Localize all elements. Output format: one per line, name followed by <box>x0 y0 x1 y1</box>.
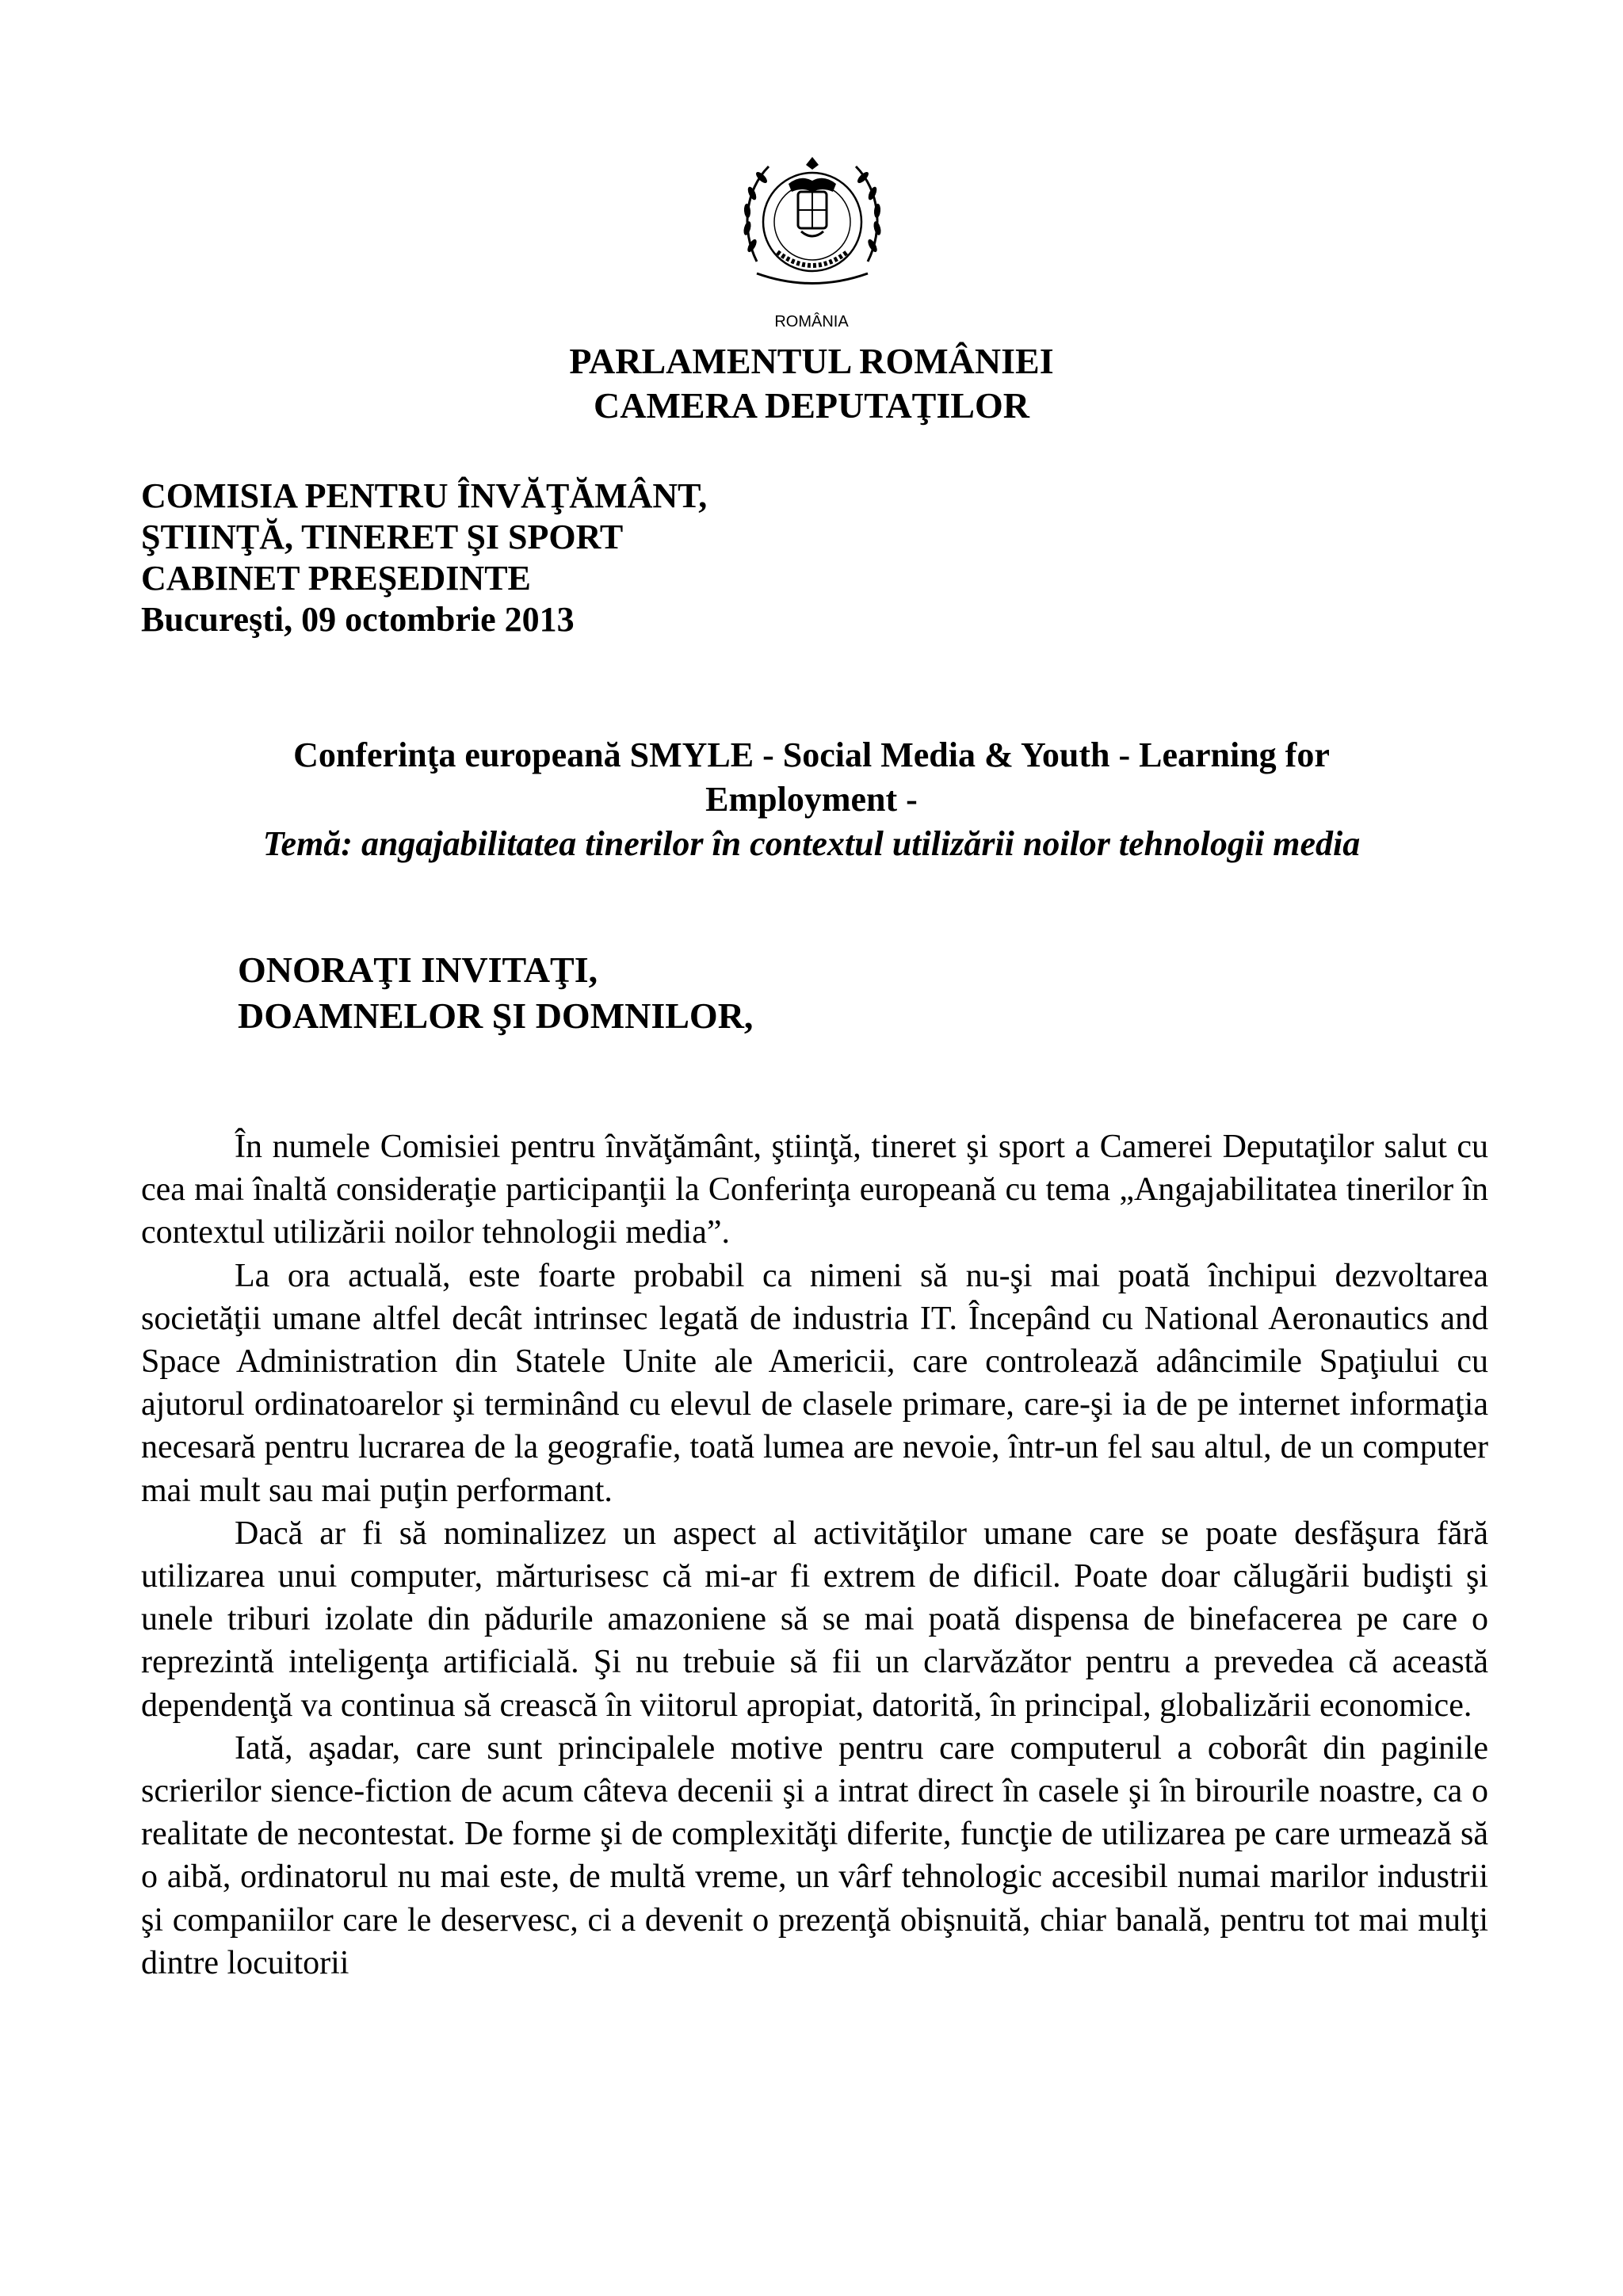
committee-line-2: ŞTIINŢĂ, TINERET ŞI SPORT <box>141 518 624 556</box>
emblem-country-label: ROMÂNIA <box>774 313 849 330</box>
committee-block <box>141 476 707 640</box>
salutation-line-1: ONORAŢI INVITAŢI, <box>238 949 598 990</box>
paragraph: Dacă ar fi să nominalizez un aspect al activităţilor umane care se poate desfăşura fără utilizarea unui computer, mărturisesc că mi-ar fi extrem de dificil. Poate doar călugării budişti şi unele triburi izolate din pădurile amazoniene să se mai poată dispensa de binefacerea pe care o reprezintă inteligenţa artificială. Şi nu trebuie să fii un clarvăzător pentru a prevedea că această dependenţă va continua să crească în viitorul apropiat, datorită, în principal, globalizării economice. <box>141 1515 1488 1724</box>
institution-title: PARLAMENTUL ROMÂNIEI <box>569 341 1054 381</box>
committee-line-1: COMISIA PENTRU ÎNVĂŢĂMÂNT, <box>141 476 708 515</box>
salutation-block <box>238 947 753 1039</box>
chamber-title: CAMERA DEPUTAŢILOR <box>594 385 1029 426</box>
paragraph: Iată, aşadar, care sunt principalele motive pentru care computerul a coborât din paginile scrierilor sience-fiction de acum câteva decenii şi a intrat direct în casele şi în birourile noastre, ca o realitate de necontestat. De forme şi de complexităţi diferite, funcţie de utilizarea pe care urmează să o aibă, ordinatorul nu mai este, de multă vreme, un vârf tehnologic accesibil numai marilor industrii şi companiilor care le deservesc, ci a devenit o prezenţă obişnuită, chiar banală, pentru tot mai mulţi dintre locuitorii <box>141 1729 1488 1981</box>
conference-title-line-1: Conferinţa europeană SMYLE - Social Media & Youth - Learning for <box>293 735 1330 774</box>
paragraph: La ora actuală, este foarte probabil ca nimeni să nu-şi mai poată închipui dezvoltarea societăţii umane altfel decât intrinsec legată de industria IT. Începând cu National Aeronautics and Space Administration din Statele Unite ale Americii, care controlează adâncimile Spaţiului cu ajutorul ordinatoarelor şi terminând cu elevul de clasele primare, care-şi ia de pe internet informaţia necesară pentru lucrarea de la geografie, toată lumea are nevoie, într-un fel sau altul, de un computer mai mult sau mai puţin performant. <box>141 1257 1488 1509</box>
committee-line-3: CABINET PREŞEDINTE <box>141 559 531 598</box>
speech-body <box>141 1125 1488 1985</box>
conference-title-line-2: Employment - <box>705 780 918 819</box>
conference-theme: Temă: angajabilitatea tinerilor în contextul utilizării noilor tehnologii media <box>262 824 1361 863</box>
salutation-line-2: DOAMNELOR ŞI DOMNILOR, <box>238 995 754 1036</box>
conference-title-block <box>0 733 1623 866</box>
chamber-emblem-icon <box>725 135 899 325</box>
paragraph: În numele Comisiei pentru învăţământ, ştiinţă, tineret şi sport a Camerei Deputaţilor salut cu cea mai înaltă consideraţie participanţii la Conferinţa europeană cu tema „Angajabilitatea tinerilor în contextul utilizării noilor tehnologii media”. <box>141 1129 1488 1251</box>
document-date: Bucureşti, 09 octombrie 2013 <box>141 600 575 639</box>
